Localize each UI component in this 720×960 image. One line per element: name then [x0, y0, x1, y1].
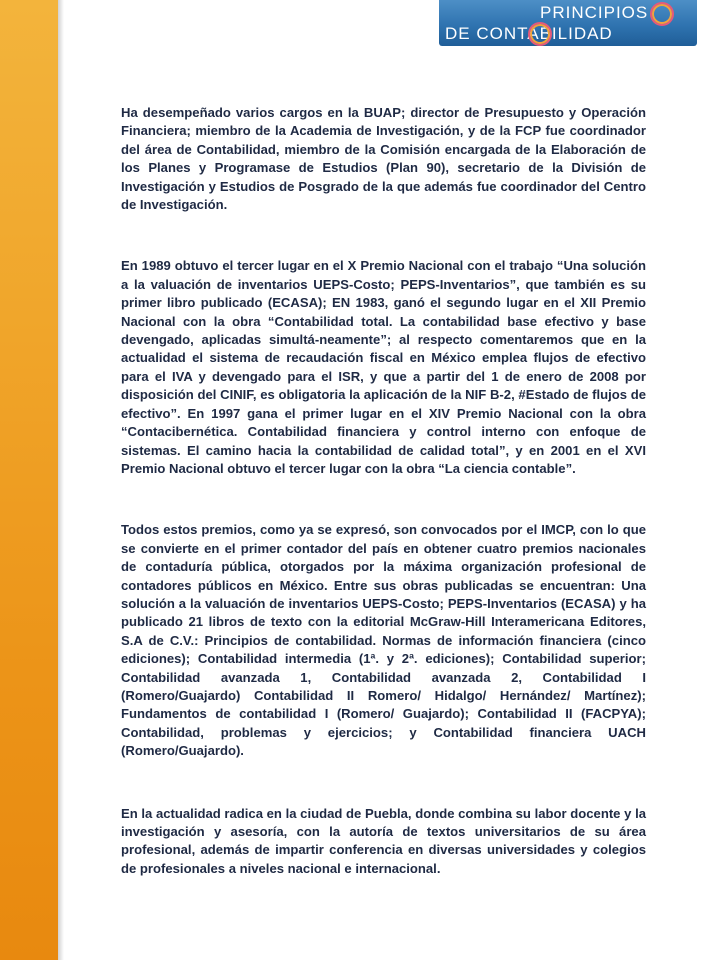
paragraph-current-activity: En la actualidad radica en la ciudad de Puebla, donde combina su labor docente y la investigación y asesoría, con la autoría de textos universitarios de su área profesional, además de impartir conferencia en diversas universidades y colegios de profesionales a niveles nacional e internacional. [121, 805, 646, 876]
logo-title-line-1: PRINCIPIOS [540, 3, 649, 22]
biography-text [121, 104, 646, 878]
left-accent-bar [0, 0, 58, 960]
paragraph-publications: Todos estos premios, como ya se expresó, son convocados por el IMCP, con lo que se convierte en el primer contador del país en obtener cuatro premios nacionales de contaduría pública, otorgados por la máxima organización profesional de contadores públicos en México. Entre sus obras publicadas se encuentran: Una solución a la valuación de inventarios UEPS-Costo; PEPS-Inventarios (ECASA) y ha publicado 21 libros de texto con la editorial McGraw-Hill Interamericana Editores, S.A de C.V.: Principios de contabilidad. Normas de información financiera (cinco ediciones); Contabilidad intermedia (1ª. y 2ª. ediciones); Contabilidad superior; Contabilidad avanzada 1, Contabilidad avanzada 2, Contabilidad I (Romero/Guajardo) Contabilidad II Romero/ Hidalgo/ Hernández/ Martínez); Fundamentos de contabilidad I (Romero/ Guajardo); Contabilidad II (FACPYA); Contabilidad, problemas y ejercicios; y Contabilidad financiera UACH (Romero/Guajardo). [121, 522, 646, 759]
logo-title-line-2: DE CONTABILIDAD [445, 24, 613, 43]
paragraph-career: Ha desempeñado varios cargos en la BUAP; director de Presupuesto y Operación Financiera; miembro de la Academia de Investigación, y de la FCP fue coordinador del área de Contabilidad, miembro de la Comisión encargada de la Elaboración de los Planes y Programase de Estudios (Plan 90), secretario de la División de Investigación y Estudios de Posgrado de la que además fue coordinador del Centro de Investigación. [121, 105, 646, 213]
paragraph-awards: En 1989 obtuvo el tercer lugar en el X Premio Nacional con el trabajo “Una solución a la valuación de inventarios UEPS-Costo; PEPS-Inventarios”, que también es su primer libro publicado (ECASA); EN 1983, ganó el segundo lugar en el XII Premio Nacional con la obra “Contabilidad total. La contabilidad base efectivo y base devengado, aplicadas simultá-neamente”; al respecto comentaremos que en la actualidad el sistema de recaudación fiscal en México emplea flujos de efectivo para el IVA y devengado para el ISR, y que a partir del 1 de enero de 2008 por disposición del CINIF, es obligatoria la aplicación de la NIF B-2, #Estado de flujos de efectivo”. En 1997 gana el primer lugar en el XIV Premio Nacional con la obra “Contacibernética. Contabilidad financiera y control interno con enfoque de sistemas. El camino hacia la contabilidad de calidad total”, y en 2001 en el XVI Premio Nacional obtuvo el tercer lugar con la obra “La ciencia contable”. [121, 258, 646, 476]
logo-ring-icon [650, 2, 674, 26]
logo-ring-icon [528, 22, 552, 46]
principios-contabilidad-logo [439, 0, 697, 46]
